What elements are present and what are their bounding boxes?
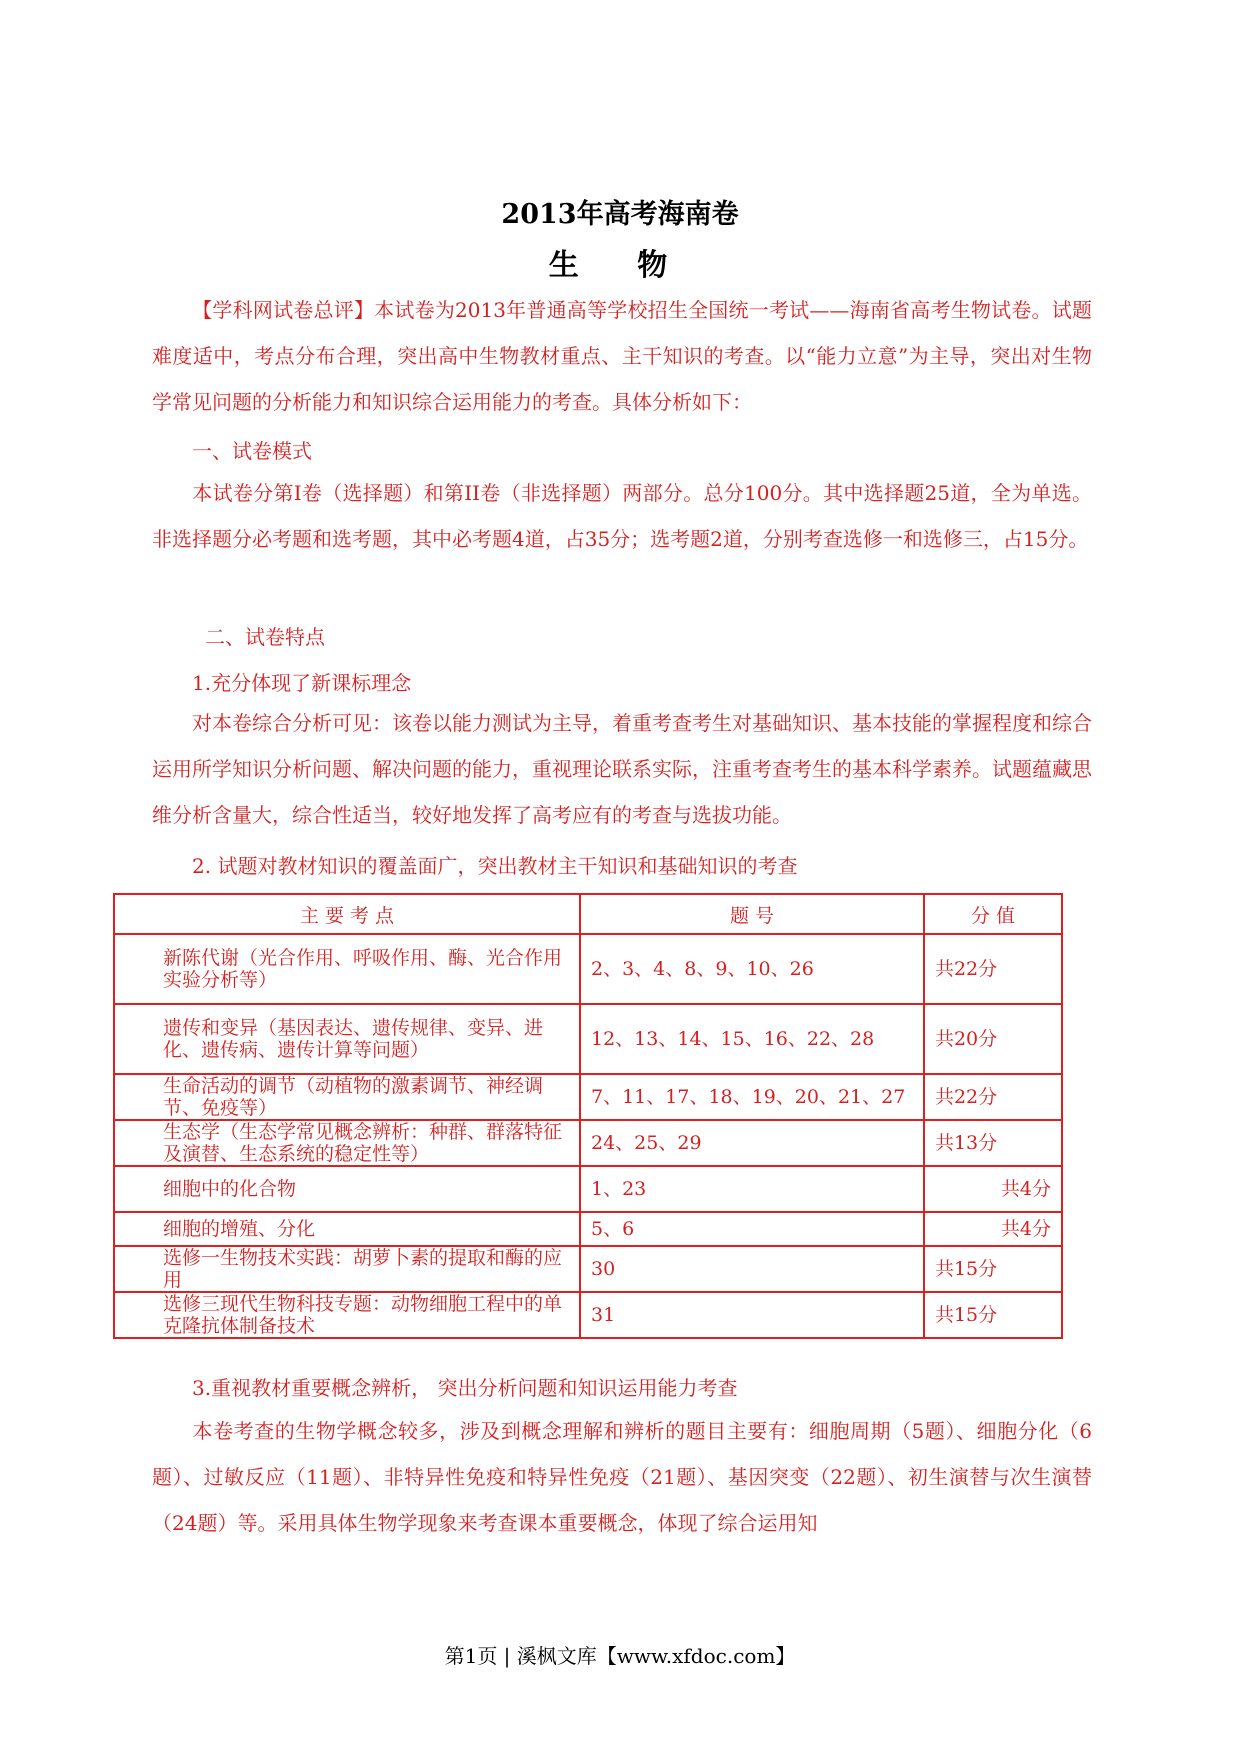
exam-topics-table [113,893,1063,1339]
table-row [114,1246,1062,1292]
questions-cell: 12、13、14、15、16、22、28 [580,1004,924,1074]
page-title: 2013年高考海南卷 [501,199,739,230]
questions-cell: 5、6 [580,1212,924,1246]
table-header-row [114,894,1062,934]
subsection1-paragraph [152,700,1092,838]
section1-text: 本试卷分第I卷（选择题）和第II卷（非选择题）两部分。总分100分。其中选择题25道，全为单选。非选择题分必考题和选考题，其中必考题4道，占35分；选考题2道，分别考查选修一和选修三，占15分。 [152,481,1092,551]
questions-cell: 2、3、4、8、9、10、26 [580,934,924,1004]
score-cell: 共15分 [924,1246,1062,1292]
questions-cell: 1、23 [580,1166,924,1212]
intro-text: 【学科网试卷总评】本试卷为2013年普通高等学校招生全国统一考试——海南省高考生物试卷。试题难度适中，考点分布合理，突出高中生物教材重点、主干知识的考查。以“能力立意”为主导，突出对生物学常见问题的分析能力和知识综合运用能力的考查。具体分析如下： [152,298,1092,414]
subsection3-heading: 3.重视教材重要概念辨析， 突出分析问题和知识运用能力考查 [192,1376,738,1400]
score-cell: 共4分 [924,1166,1062,1212]
topic-cell: 新陈代谢（光合作用、呼吸作用、酶、光合作用实验分析等） [114,934,580,1004]
topic-cell: 遗传和变异（基因表达、遗传规律、变异、进化、遗传病、遗传计算等问题） [114,1004,580,1074]
score-cell: 共20分 [924,1004,1062,1074]
subsection3-text: 本卷考查的生物学概念较多，涉及到概念理解和辨析的题目主要有：细胞周期（5题）、细胞分化（6题）、过敏反应（11题）、非特异性免疫和特异性免疫（21题）、基因突变（22题）、初生演替与次生演替（24题）等。采用具体生物学现象来考查课本重要概念，体现了综合运用知 [152,1419,1092,1535]
col-header-questions: 题 号 [580,894,924,934]
col-header-score: 分 值 [924,894,1062,934]
score-cell: 共13分 [924,1120,1062,1166]
section1-paragraph [152,470,1092,562]
table-row [114,934,1062,1004]
score-cell: 共4分 [924,1212,1062,1246]
intro-paragraph [152,287,1092,425]
subject-title: 生 物 [548,248,692,283]
questions-cell: 31 [580,1292,924,1338]
questions-cell: 24、25、29 [580,1120,924,1166]
table-row [114,1212,1062,1246]
questions-cell: 7、11、17、18、19、20、21、27 [580,1074,924,1120]
section1-heading: 一、试卷模式 [192,439,312,463]
subsection1-text: 对本卷综合分析可见：该卷以能力测试为主导，着重考查考生对基础知识、基本技能的掌握程度和综合运用所学知识分析问题、解决问题的能力，重视理论联系实际，注重考查考生的基本科学素养。试题蕴藏思维分析含量大，综合性适当，较好地发挥了高考应有的考查与选拔功能。 [152,711,1092,827]
subsection1-heading: 1.充分体现了新课标理念 [192,671,412,695]
subsection3-paragraph [152,1408,1092,1546]
topic-cell: 生命活动的调节（动植物的激素调节、神经调节、免疫等） [114,1074,580,1120]
score-cell: 共15分 [924,1292,1062,1338]
topic-cell: 选修三现代生物科技专题：动物细胞工程中的单克隆抗体制备技术 [114,1292,580,1338]
score-cell: 共22分 [924,1074,1062,1120]
topic-cell: 生态学（生态学常见概念辨析：种群、群落特征及演替、生态系统的稳定性等） [114,1120,580,1166]
score-cell: 共22分 [924,934,1062,1004]
table-row [114,1292,1062,1338]
page-footer: 第1页 | 溪枫文库【www.xfdoc.com】 [444,1644,796,1668]
section2-heading: 二、试卷特点 [205,625,325,649]
topic-cell: 选修一生物技术实践：胡萝卜素的提取和酶的应用 [114,1246,580,1292]
col-header-topic: 主 要 考 点 [114,894,580,934]
subsection2-heading: 2. 试题对教材知识的覆盖面广，突出教材主干知识和基础知识的考查 [192,854,798,878]
table-row [114,1166,1062,1212]
questions-cell: 30 [580,1246,924,1292]
table-row [114,1004,1062,1074]
topic-cell: 细胞中的化合物 [114,1166,580,1212]
table-row [114,1074,1062,1120]
topic-cell: 细胞的增殖、分化 [114,1212,580,1246]
table-row [114,1120,1062,1166]
